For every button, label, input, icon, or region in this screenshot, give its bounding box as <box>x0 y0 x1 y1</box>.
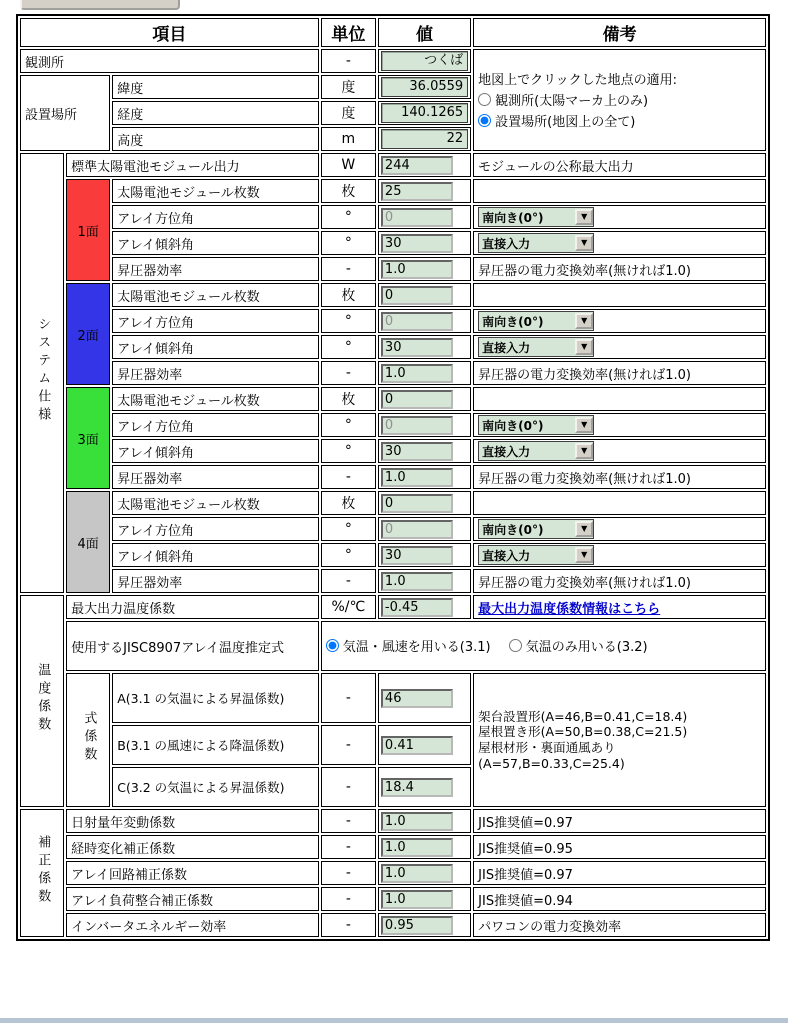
correction-row-4 <box>20 887 766 911</box>
face1-azimuth-select[interactable]: 南向き(0°) ▼ <box>478 207 594 227</box>
location-radio[interactable] <box>478 114 491 127</box>
correction-1-unit: - <box>321 809 376 833</box>
radio-option-location[interactable] <box>478 111 761 130</box>
face1-azimuth-unit: ° <box>321 205 376 229</box>
max-coeff-unit: %/℃ <box>321 595 376 619</box>
face2-azimuth-select[interactable]: 南向き(0°) ▼ <box>478 311 594 331</box>
coeff-a-label: A(3.1 の気温による昇温係数) <box>112 673 319 723</box>
face1-azimuth-row <box>20 205 766 229</box>
face1-azimuth-input[interactable] <box>381 208 453 227</box>
correction-5-label: インバータエネルギー効率 <box>66 913 319 937</box>
module-output-label: 標準太陽電池モジュール出力 <box>66 153 319 177</box>
map-click-remark-cell <box>473 49 766 151</box>
correction-1-remark: JIS推奨値=0.97 <box>473 809 766 833</box>
formula-row <box>20 621 766 671</box>
face3-tilt-input[interactable] <box>381 442 453 461</box>
face4-label: 4面 <box>66 491 110 593</box>
header-remarks: 備考 <box>473 18 766 47</box>
observatory-row <box>20 49 766 73</box>
remark-empty <box>473 491 766 515</box>
face4-boost-input[interactable] <box>381 572 453 591</box>
face3-tilt-select[interactable]: 直接入力 ▼ <box>478 441 594 461</box>
correction-3-unit: - <box>321 861 376 885</box>
coeff-c-input[interactable] <box>381 778 453 797</box>
face1-boost-unit: - <box>321 257 376 281</box>
face2-azimuth-label: アレイ方位角 <box>112 309 319 333</box>
correction-row-1 <box>20 809 766 833</box>
max-coeff-input[interactable] <box>381 598 453 617</box>
face3-azimuth-row <box>20 413 766 437</box>
latitude-unit: 度 <box>321 75 376 99</box>
coeff-a-unit: - <box>321 673 376 723</box>
coeff-group-remark: 架台設置形(A=46,B=0.41,C=18.4) 屋根置き形(A=50,B=0.38,C=21.5) 屋根材形・裏面通風あり (A=57,B=0.33,C=25.4) <box>473 673 766 807</box>
location-label: 設置場所 <box>20 75 110 151</box>
radio-option-wind[interactable] <box>326 636 491 655</box>
face3-boost-remark: 昇圧器の電力変換効率(無ければ1.0) <box>473 465 766 489</box>
face4-tilt-label: アレイ傾斜角 <box>112 543 319 567</box>
observatory-label: 観測所 <box>20 49 319 73</box>
altitude-value-box[interactable]: 22 <box>381 129 468 149</box>
longitude-label: 経度 <box>112 101 319 125</box>
face2-count-row <box>20 283 766 307</box>
face2-tilt-row <box>20 335 766 359</box>
face4-azimuth-row <box>20 517 766 541</box>
module-output-input[interactable] <box>381 156 453 175</box>
face3-azimuth-input[interactable] <box>381 416 453 435</box>
face4-boost-row <box>20 569 766 593</box>
face2-boost-remark: 昇圧器の電力変換効率(無ければ1.0) <box>473 361 766 385</box>
chevron-down-icon[interactable]: ▼ <box>575 209 593 225</box>
longitude-value-box[interactable]: 140.1265 <box>381 103 468 123</box>
correction-3-remark: JIS推奨値=0.97 <box>473 861 766 885</box>
correction-row-3 <box>20 861 766 885</box>
face2-count-unit: 枚 <box>321 283 376 307</box>
face2-boost-unit: - <box>321 361 376 385</box>
observatory-value-box[interactable]: つくば <box>381 51 468 71</box>
wind-formula-radio[interactable] <box>326 639 339 652</box>
face1-boost-row <box>20 257 766 281</box>
face3-azimuth-label: アレイ方位角 <box>112 413 319 437</box>
longitude-unit: 度 <box>321 101 376 125</box>
correction-5-unit: - <box>321 913 376 937</box>
observatory-radio-label: 観測所(太陽マーカ上のみ) <box>495 93 649 109</box>
face1-azimuth-label: アレイ方位角 <box>112 205 319 229</box>
radio-option-observatory[interactable] <box>478 90 761 109</box>
observatory-radio[interactable] <box>478 93 491 106</box>
face4-boost-label: 昇圧器効率 <box>112 569 319 593</box>
face4-tilt-input[interactable] <box>381 546 453 565</box>
face3-tilt-row <box>20 439 766 463</box>
header-value: 値 <box>378 18 471 47</box>
face1-tilt-unit: ° <box>321 231 376 255</box>
coeff-c-unit: - <box>321 767 376 807</box>
correction-1-label: 日射量年変動係数 <box>66 809 319 833</box>
face2-boost-label: 昇圧器効率 <box>112 361 319 385</box>
formula-radio-cell <box>321 621 766 671</box>
header-unit: 単位 <box>321 18 376 47</box>
temp-only-formula-label: 気温のみ用いる(3.2) <box>525 640 648 655</box>
chevron-down-icon[interactable]: ▼ <box>575 417 593 433</box>
correction-1-input[interactable] <box>381 812 453 831</box>
temperature-section-label: 温度係数 <box>20 595 64 807</box>
face4-azimuth-label: アレイ方位角 <box>112 517 319 541</box>
correction-4-unit: - <box>321 887 376 911</box>
face3-azimuth-unit: ° <box>321 413 376 437</box>
face3-boost-row <box>20 465 766 489</box>
max-coeff-row <box>20 595 766 619</box>
face2-count-label: 太陽電池モジュール枚数 <box>112 283 319 307</box>
face3-boost-label: 昇圧器効率 <box>112 465 319 489</box>
face2-azimuth-row <box>20 309 766 333</box>
coeff-group-label: 式係数 <box>66 673 110 807</box>
face3-tilt-unit: ° <box>321 439 376 463</box>
coeff-b-unit: - <box>321 725 376 765</box>
header-item: 項目 <box>20 18 319 47</box>
correction-5-input[interactable] <box>381 916 453 935</box>
face2-count-input[interactable] <box>381 286 453 305</box>
coeff-b-label: B(3.1 の風速による降温係数) <box>112 725 319 765</box>
coeff-a-input[interactable] <box>381 689 453 708</box>
face2-tilt-input[interactable] <box>381 338 453 357</box>
correction-2-unit: - <box>321 835 376 859</box>
face4-boost-remark: 昇圧器の電力変換効率(無ければ1.0) <box>473 569 766 593</box>
face1-count-row <box>20 179 766 203</box>
correction-3-label: アレイ回路補正係数 <box>66 861 319 885</box>
wind-formula-label: 気温・風速を用いる(3.1) <box>342 640 491 655</box>
max-coeff-info-link[interactable]: 最大出力温度係数情報はこちら <box>478 601 661 617</box>
latitude-value-box[interactable]: 36.0559 <box>381 77 468 97</box>
face4-tilt-select[interactable]: 直接入力 ▼ <box>478 545 594 565</box>
top-button-partial[interactable] <box>20 0 180 10</box>
observatory-unit: - <box>321 49 376 73</box>
face4-tilt-row <box>20 543 766 567</box>
radio-option-temp-only[interactable] <box>509 636 648 655</box>
coeff-b-input[interactable] <box>381 736 453 755</box>
face4-tilt-unit: ° <box>321 543 376 567</box>
coeff-c-label: C(3.2 の気温による昇温係数) <box>112 767 319 807</box>
face4-azimuth-unit: ° <box>321 517 376 541</box>
face4-azimuth-input[interactable] <box>381 520 453 539</box>
chevron-down-icon[interactable]: ▼ <box>575 521 593 537</box>
module-output-row <box>20 153 766 177</box>
face4-count-unit: 枚 <box>321 491 376 515</box>
altitude-label: 高度 <box>112 127 319 151</box>
correction-5-remark: パワコンの電力変換効率 <box>473 913 766 937</box>
formula-label: 使用するJISC8907アレイ温度推定式 <box>66 621 319 671</box>
face1-count-unit: 枚 <box>321 179 376 203</box>
face2-tilt-label: アレイ傾斜角 <box>112 335 319 359</box>
parameters-table <box>16 14 770 941</box>
correction-2-label: 経時変化補正係数 <box>66 835 319 859</box>
face1-tilt-input[interactable] <box>381 234 453 253</box>
face3-boost-input[interactable] <box>381 468 453 487</box>
remark-empty <box>473 179 766 203</box>
latitude-label: 緯度 <box>112 75 319 99</box>
face2-boost-row <box>20 361 766 385</box>
face4-azimuth-select[interactable]: 南向き(0°) ▼ <box>478 519 594 539</box>
face1-count-label: 太陽電池モジュール枚数 <box>112 179 319 203</box>
face1-tilt-label: アレイ傾斜角 <box>112 231 319 255</box>
face1-tilt-select[interactable]: 直接入力 ▼ <box>478 233 594 253</box>
face2-tilt-unit: ° <box>321 335 376 359</box>
correction-row-2 <box>20 835 766 859</box>
face1-count-input[interactable] <box>381 182 453 201</box>
face1-tilt-row <box>20 231 766 255</box>
face2-azimuth-unit: ° <box>321 309 376 333</box>
face3-tilt-label: アレイ傾斜角 <box>112 439 319 463</box>
correction-3-input[interactable] <box>381 864 453 883</box>
correction-4-remark: JIS推奨値=0.94 <box>473 887 766 911</box>
face1-boost-remark: 昇圧器の電力変換効率(無ければ1.0) <box>473 257 766 281</box>
bottom-divider <box>0 1018 788 1023</box>
correction-section-label: 補正係数 <box>20 809 64 937</box>
face2-azimuth-input[interactable] <box>381 312 453 331</box>
face2-boost-input[interactable] <box>381 364 453 383</box>
correction-4-label: アレイ負荷整合補正係数 <box>66 887 319 911</box>
face3-count-label: 太陽電池モジュール枚数 <box>112 387 319 411</box>
face1-boost-label: 昇圧器効率 <box>112 257 319 281</box>
face4-count-label: 太陽電池モジュール枚数 <box>112 491 319 515</box>
face3-boost-unit: - <box>321 465 376 489</box>
face1-label: 1面 <box>66 179 110 281</box>
chevron-down-icon[interactable]: ▼ <box>575 235 593 251</box>
system-section-label: システム仕様 <box>20 153 64 593</box>
face3-label: 3面 <box>66 387 110 489</box>
face4-boost-unit: - <box>321 569 376 593</box>
remark-empty <box>473 283 766 307</box>
header-row <box>20 18 766 47</box>
coeff-a-row <box>20 673 766 723</box>
module-output-remark: モジュールの公称最大出力 <box>473 153 766 177</box>
face4-count-row <box>20 491 766 515</box>
correction-4-input[interactable] <box>381 890 453 909</box>
temp-only-formula-radio[interactable] <box>509 639 522 652</box>
face3-azimuth-select[interactable]: 南向き(0°) ▼ <box>478 415 594 435</box>
face2-label: 2面 <box>66 283 110 385</box>
chevron-down-icon[interactable]: ▼ <box>575 443 593 459</box>
face3-count-row <box>20 387 766 411</box>
chevron-down-icon[interactable]: ▼ <box>575 547 593 563</box>
max-coeff-label: 最大出力温度係数 <box>66 595 319 619</box>
face3-count-unit: 枚 <box>321 387 376 411</box>
remark-empty <box>473 387 766 411</box>
correction-row-5 <box>20 913 766 937</box>
face1-boost-input[interactable] <box>381 260 453 279</box>
map-click-remark-title: 地図上でクリックした地点の適用: <box>478 72 678 88</box>
chevron-down-icon[interactable]: ▼ <box>575 313 593 329</box>
altitude-unit: m <box>321 127 376 151</box>
location-radio-label: 設置場所(地図上の全て) <box>495 114 636 130</box>
face4-count-input[interactable] <box>381 494 453 513</box>
face2-tilt-select[interactable]: 直接入力 ▼ <box>478 337 594 357</box>
correction-2-input[interactable] <box>381 838 453 857</box>
chevron-down-icon[interactable]: ▼ <box>575 339 593 355</box>
face3-count-input[interactable] <box>381 390 453 409</box>
module-output-unit: W <box>321 153 376 177</box>
correction-2-remark: JIS推奨値=0.95 <box>473 835 766 859</box>
